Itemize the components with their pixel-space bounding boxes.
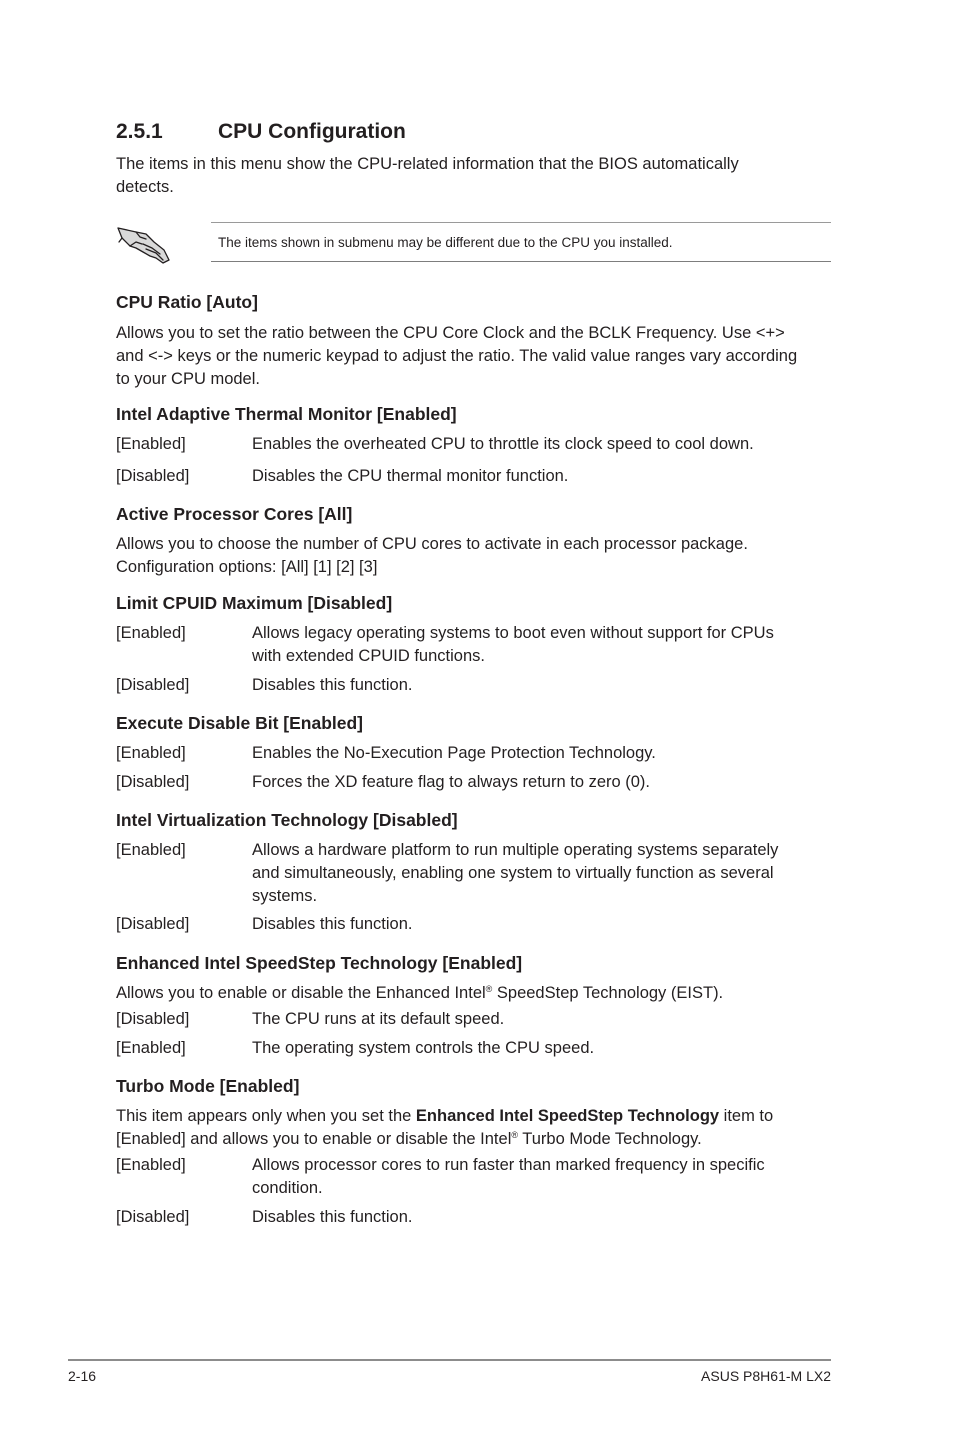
option-desc: The operating system controls the CPU speed. xyxy=(252,1039,595,1057)
option-key: [Disabled] xyxy=(116,676,190,694)
option-key: [Enabled] xyxy=(116,1039,186,1057)
option-key: [Enabled] xyxy=(116,1156,186,1174)
option-key: [Enabled] xyxy=(116,435,186,453)
section-title: CPU Configuration xyxy=(218,120,406,143)
xd-heading: Execute Disable Bit [Enabled] xyxy=(116,713,364,733)
footer-model: ASUS P8H61-M LX2 xyxy=(701,1368,831,1384)
option-key: [Disabled] xyxy=(116,773,190,791)
option-desc: Forces the XD feature flag to always return to zero (0). xyxy=(252,773,651,791)
option-desc: Enables the No-Execution Page Protection Technology. xyxy=(252,744,656,762)
option-key: [Enabled] xyxy=(116,841,186,859)
option-desc: Allows processor cores to run faster than marked frequency in specific condition. xyxy=(252,1156,765,1197)
note-text: The items shown in submenu may be different due to the CPU you installed. xyxy=(218,235,673,250)
option-desc: The CPU runs at its default speed. xyxy=(252,1010,505,1028)
option-desc: Disables this function. xyxy=(252,1208,413,1226)
section-number: 2.5.1 xyxy=(116,120,163,143)
note-hand-icon xyxy=(116,222,172,266)
option-key: [Disabled] xyxy=(116,1010,190,1028)
option-key: [Disabled] xyxy=(116,915,190,933)
option-desc: Disables this function. xyxy=(252,915,413,933)
cpu-ratio-body: Allows you to set the ratio between the CPU Core Clock and the BCLK Frequency. Use <+> and <-> keys or the numeric keypad to adjust the ratio. The valid value ranges vary according to your CPU model. xyxy=(116,324,798,388)
option-key: [Enabled] xyxy=(116,744,186,762)
cores-heading: Active Processor Cores [All] xyxy=(116,504,353,524)
cpu-ratio-heading: CPU Ratio [Auto] xyxy=(116,292,258,312)
note-bottom-rule xyxy=(211,261,831,262)
page-number: 2-16 xyxy=(68,1368,97,1384)
option-desc: Allows a hardware platform to run multiple operating systems separately and simultaneously, enabling one system to virtually function as several systems. xyxy=(252,841,779,905)
vt-heading: Intel Virtualization Technology [Disabled] xyxy=(116,810,458,830)
cores-body: Allows you to choose the number of CPU cores to activate in each processor package. Configuration options: [All] [1] [2] [3] xyxy=(116,535,748,576)
option-desc: Disables this function. xyxy=(252,676,413,694)
option-desc: Disables the CPU thermal monitor function. xyxy=(252,467,569,485)
turbo-heading: Turbo Mode [Enabled] xyxy=(116,1076,300,1096)
option-key: [Enabled] xyxy=(116,624,186,642)
eist-heading: Enhanced Intel SpeedStep Technology [Enabled] xyxy=(116,953,523,973)
option-desc: Allows legacy operating systems to boot even without support for CPUs with extended CPUID functions. xyxy=(252,624,774,665)
note-top-rule xyxy=(211,222,831,223)
thermal-heading: Intel Adaptive Thermal Monitor [Enabled] xyxy=(116,404,457,424)
turbo-body: This item appears only when you set the Enhanced Intel SpeedStep Technology item to [Enabled] and allows you to enable or disable the Intel® Turbo Mode Technology. xyxy=(116,1107,774,1148)
option-key: [Disabled] xyxy=(116,1208,190,1226)
eist-body: Allows you to enable or disable the Enhanced Intel® SpeedStep Technology (EIST). xyxy=(116,984,724,1002)
option-key: [Disabled] xyxy=(116,467,190,485)
intro-text: The items in this menu show the CPU-related information that the BIOS automatically detects. xyxy=(116,155,739,196)
cpuid-heading: Limit CPUID Maximum [Disabled] xyxy=(116,593,393,613)
footer-rule xyxy=(68,1359,831,1361)
option-desc: Enables the overheated CPU to throttle its clock speed to cool down. xyxy=(252,435,754,453)
